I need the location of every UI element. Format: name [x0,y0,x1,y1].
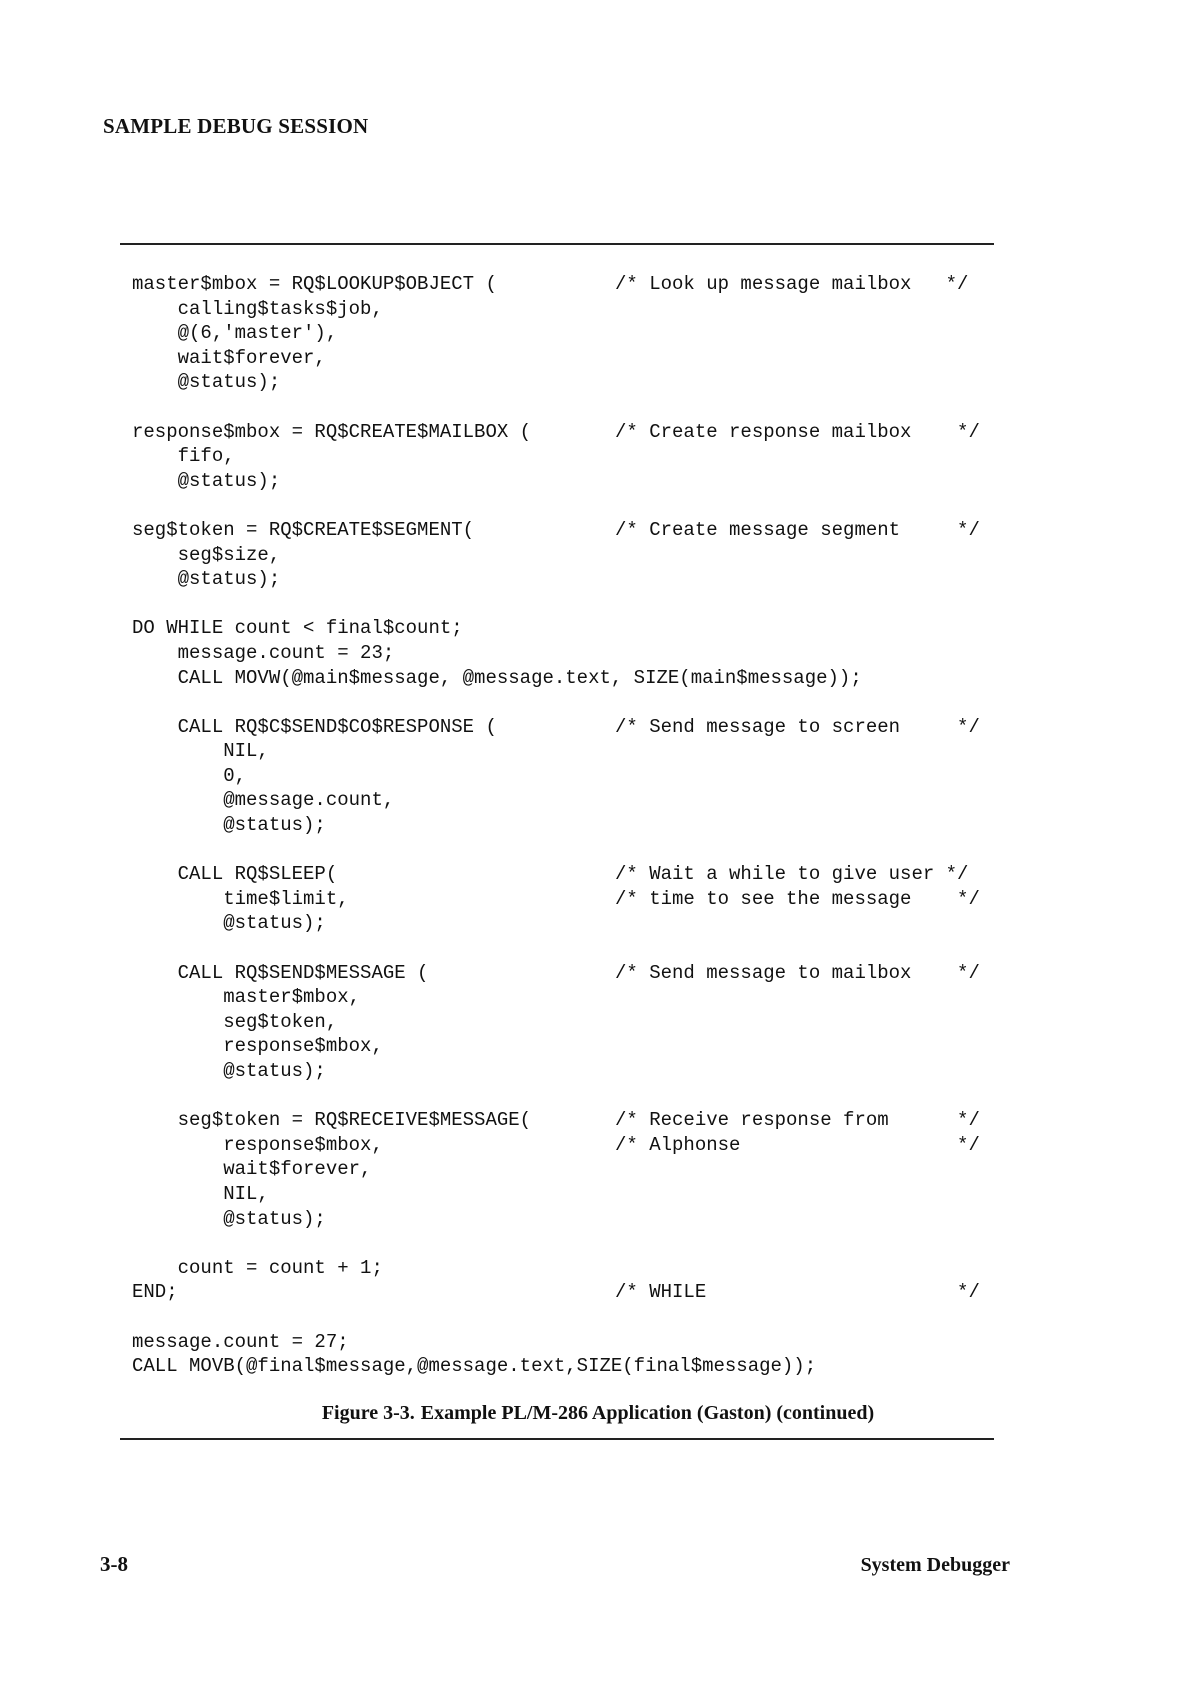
code-text: @status); [132,568,281,591]
code-line [132,641,862,666]
code-text: END; [132,1281,178,1304]
figure-label: Figure 3-3. [321,1402,415,1424]
code-line [132,813,862,838]
code-text: count = count + 1; [132,1256,383,1279]
code-line [132,1108,980,1133]
blank-line [132,1231,862,1256]
code-text: @status); [132,371,281,394]
code-comment: /* Create response mailbox */ [615,420,980,443]
code-line [132,346,862,371]
code-line [132,321,862,346]
code-text: fifo, [132,445,235,468]
code-line [132,1157,862,1182]
code-comment: /* Wait a while to give user */ [615,863,969,886]
code-text: seg$token = RQ$CREATE$SEGMENT( [132,518,475,541]
code-comment: /* Send message to mailbox */ [615,961,980,984]
page-number: 3-8 [100,1552,128,1576]
code-text: @message.count, [132,789,395,812]
code-text: master$mbox, [132,986,361,1009]
code-line [132,985,862,1010]
code-comment: /* Create message segment */ [615,518,980,541]
code-comment: /* Send message to screen */ [615,715,980,738]
code-line [132,1207,862,1232]
code-line [132,1133,980,1158]
code-line [132,567,862,592]
code-line [132,543,862,568]
code-comment: /* Receive response from */ [615,1109,980,1132]
code-text: NIL, [132,1182,269,1205]
code-text: @status); [132,814,326,837]
code-line [132,788,862,813]
figure-title: Example PL/M-286 Application (Gaston) (continued) [420,1402,875,1424]
code-line [132,444,862,469]
code-text: calling$tasks$job, [132,297,383,320]
code-text: seg$token, [132,1010,338,1033]
code-text: CALL RQ$SEND$MESSAGE ( [132,961,429,984]
code-text: message.count = 27; [132,1330,349,1353]
code-line [132,518,980,543]
blank-line [132,936,862,961]
code-text: wait$forever, [132,1158,372,1181]
code-line [132,370,862,395]
code-text: NIL, [132,740,269,763]
code-text: CALL RQ$C$SEND$CO$RESPONSE ( [132,715,497,738]
code-text: master$mbox = RQ$LOOKUP$OBJECT ( [132,273,497,295]
code-text: 0, [132,764,247,787]
code-line [132,1354,862,1379]
code-line [132,1182,862,1207]
blank-line [132,1084,862,1109]
code-line [132,715,980,740]
blank-line [132,493,862,518]
section-header: SAMPLE DEBUG SESSION [103,114,369,138]
code-line [132,1034,862,1059]
code-line [132,272,969,297]
manual-title: System Debugger [860,1554,1010,1576]
figure-caption [0,1402,1190,1425]
code-comment: /* Look up message mailbox */ [615,273,969,295]
blank-line [132,592,862,617]
code-line [132,1010,862,1035]
blank-line [132,1305,862,1330]
code-line [132,887,980,912]
code-text: wait$forever, [132,346,326,369]
code-text: @status); [132,1060,326,1082]
code-comment: /* WHILE */ [615,1281,980,1304]
code-text: message.count = 23; [132,641,395,664]
code-line [132,862,969,887]
code-line [132,297,862,322]
blank-line [132,690,862,715]
code-text: time$limit, [132,887,349,910]
figure-bottom-rule [120,1438,994,1440]
code-line [132,420,980,445]
code-text: seg$size, [132,543,281,566]
code-text: response$mbox = RQ$CREATE$MAILBOX ( [132,420,532,443]
code-text: seg$token = RQ$RECEIVE$MESSAGE( [132,1109,532,1132]
code-line [132,739,862,764]
code-line [132,961,980,986]
code-listing [132,272,980,1379]
figure-top-rule [120,243,994,245]
code-text: response$mbox, [132,1133,383,1156]
code-line [132,911,862,936]
code-line [132,764,862,789]
code-line [132,469,862,494]
code-text: CALL MOVB(@final$message,@message.text,SIZE(final$message)); [132,1355,817,1378]
code-comment: /* Alphonse */ [615,1133,980,1156]
code-text: @status); [132,1207,326,1230]
code-line [132,666,862,691]
code-comment: /* time to see the message */ [615,887,980,910]
code-text: CALL MOVW(@main$message, @message.text, SIZE(main$message)); [132,666,862,689]
blank-line [132,838,862,863]
code-line [132,1256,862,1281]
code-text: @status); [132,469,281,492]
code-text: @(6,'master'), [132,322,338,345]
code-line [132,1059,862,1084]
code-text: CALL RQ$SLEEP( [132,863,338,886]
code-line [132,1330,862,1355]
blank-line [132,395,862,420]
code-text: DO WHILE count < final$count; [132,617,463,640]
code-line [132,616,862,641]
code-text: response$mbox, [132,1035,383,1058]
code-text: @status); [132,912,326,935]
code-line [132,1280,980,1305]
